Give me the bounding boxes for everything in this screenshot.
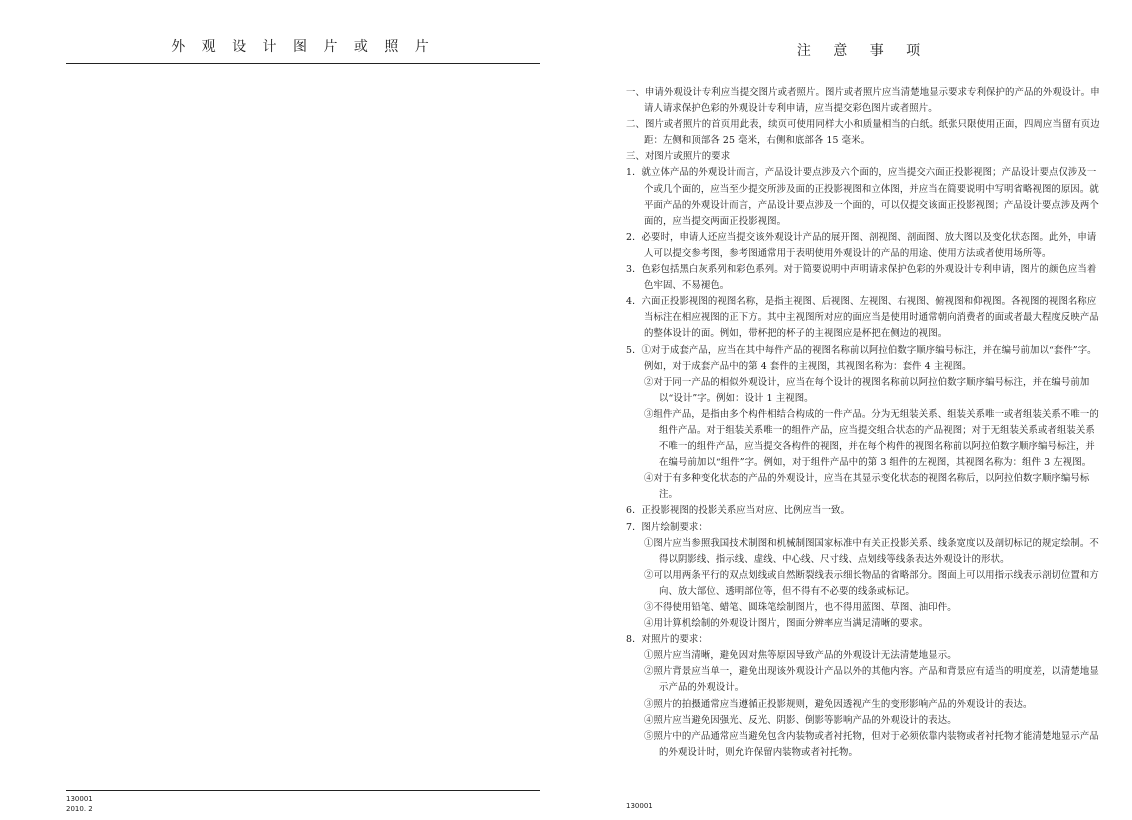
- note-paragraph: 三、对图片或照片的要求: [626, 151, 731, 163]
- note-paragraph: ①图片应当参照我国技术制图和机械制图国家标准中有关正投影关系、线条宽度以及剖切标记的规定绘制。不得以阴影线、指示线、虚线、中心线、尺寸线、点划线等线条表达外观设计的形状。: [644, 537, 1099, 565]
- note-paragraph: 二、图片或者照片的首页用此表，续页可使用同样大小和质量相当的白纸。纸张只限使用正面，四周应当留有页边距：左侧和顶部各 25 毫米，右侧和底部各 15 毫米。: [626, 119, 1100, 147]
- note-paragraph: ②对于同一产品的相似外观设计，应当在每个设计的视图名称前以阿拉伯数字顺序编号标注，并在编号前加以“设计”字。例如：设计 1 主视图。: [644, 376, 1090, 404]
- note-paragraph: ③照片的拍摄通常应当遵循正投影规则，避免因透视产生的变形影响产品的外观设计的表达。: [644, 698, 1033, 710]
- note-paragraph: 1．就立体产品的外观设计而言，产品设计要点涉及六个面的，应当提交六面正投影视图；产品设计要点仅涉及一个或几个面的，应当至少提交所涉及面的正投影视图和立体图，并应当在简要说明中写明省略视图的原因。就平面产品的外观设计而言，产品设计要点涉及一个面的，可以仅提交该面正投影视图；产品设计要点涉及两个面的，应当提交两面正投影视图。: [626, 167, 1099, 227]
- right-page-title: 注 意 事 项: [796, 43, 930, 59]
- left-form-code: 130001: [66, 795, 93, 803]
- note-paragraph: ④用计算机绘制的外观设计图片，图面分辨率应当满足清晰的要求。: [644, 618, 929, 630]
- note-paragraph: 7．图片绘制要求：: [626, 521, 708, 533]
- note-paragraph: 4．六面正投影视图的视图名称，是指主视图、后视图、左视图、右视图、俯视图和仰视图。各视图的视图名称应当标注在相应视图的正下方。其中主视图所对应的面应当是使用时通常朝向消费者的面或者最大程度反映产品的整体设计的面。例如，带杯把的杯子的主视图应是杯把在侧边的视图。: [626, 296, 1099, 340]
- note-paragraph: 一、申请外观设计专利应当提交图片或者照片。图片或者照片应当清楚地显示要求专利保护的产品的外观设计。申请人请求保护色彩的外观设计专利申请，应当提交彩色图片或者照片。: [626, 87, 1100, 115]
- note-paragraph: ④照片应当避免因强光、反光、阴影、倒影等影响产品的外观设计的表达。: [644, 714, 957, 726]
- note-paragraph: ④对于有多种变化状态的产品的外观设计，应当在其显示变化状态的视图名称后，以阿拉伯数字顺序编号标注。: [644, 473, 1090, 501]
- left-page-title: 外 观 设 计 图 片 或 照 片: [171, 39, 435, 55]
- note-paragraph: ①照片应当清晰，避免因对焦等原因导致产品的外观设计无法清楚地显示。: [644, 650, 957, 662]
- note-paragraph: 8．对照片的要求：: [626, 634, 708, 646]
- note-paragraph: ②可以用两条平行的双点划线或自然断裂线表示细长物品的省略部分。图面上可以用指示线表示剖切位置和方向、放大部位、透明部位等，但不得有不必要的线条或标记。: [644, 569, 1099, 597]
- note-paragraph: 5．①对于成套产品，应当在其中每件产品的视图名称前以阿拉伯数字顺序编号标注，并在编号前加以“套件”字。例如，对于成套产品中的第 4 套件的主视图，其视图名称为：套件 4 主视图。: [626, 344, 1097, 372]
- note-paragraph: ⑤照片中的产品通常应当避免包含内装物或者衬托物，但对于必须依靠内装物或者衬托物才能清楚地显示产品的外观设计时，则允许保留内装物或者衬托物。: [644, 730, 1099, 758]
- left-page-footer: [66, 794, 93, 814]
- left-form-date: 2010. 2: [66, 805, 93, 813]
- left-page-bottom-divider: [66, 790, 540, 791]
- note-paragraph: 2．必要时，申请人还应当提交该外观设计产品的展开图、剖视图、剖面图、放大图以及变化状态图。此外，申请人可以提交参考图，参考图通常用于表明使用外观设计的产品的用途、使用方法或者使用场所等。: [626, 231, 1097, 259]
- notes-body: [626, 85, 1102, 761]
- note-paragraph: ③不得使用铅笔、蜡笔、圆珠笔绘制图片，也不得用蓝图、草图、油印件。: [644, 602, 957, 613]
- right-form-code: 130001: [626, 802, 653, 810]
- note-paragraph: ②照片背景应当单一，避免出现该外观设计产品以外的其他内容。产品和背景应有适当的明度差，以清楚地显示产品的外观设计。: [644, 666, 1099, 694]
- note-paragraph: ③组件产品，是指由多个构件相结合构成的一件产品。分为无组装关系、组装关系唯一或者组装关系不唯一的组件产品。对于组装关系唯一的组件产品，应当提交组合状态的产品视图；对于无组装关系或者组装关系不唯一的组件产品，应当提交各构件的视图，并在每个构件的视图名称前以阿拉伯数字顺序编号标注，并在编号前加以“组件”字。例如，对于组件产品中的第 3 组件的左视图，其视图名称为：组件 3 左视图。: [644, 408, 1099, 469]
- note-paragraph: 3．色彩包括黑白灰系列和彩色系列。对于简要说明中声明请求保护色彩的外观设计专利申请，图片的颜色应当着色牢固、不易褪色。: [626, 264, 1097, 292]
- left-page-top-divider: [66, 63, 540, 64]
- note-paragraph: 6．正投影视图的投影关系应当对应、比例应当一致。: [626, 505, 850, 517]
